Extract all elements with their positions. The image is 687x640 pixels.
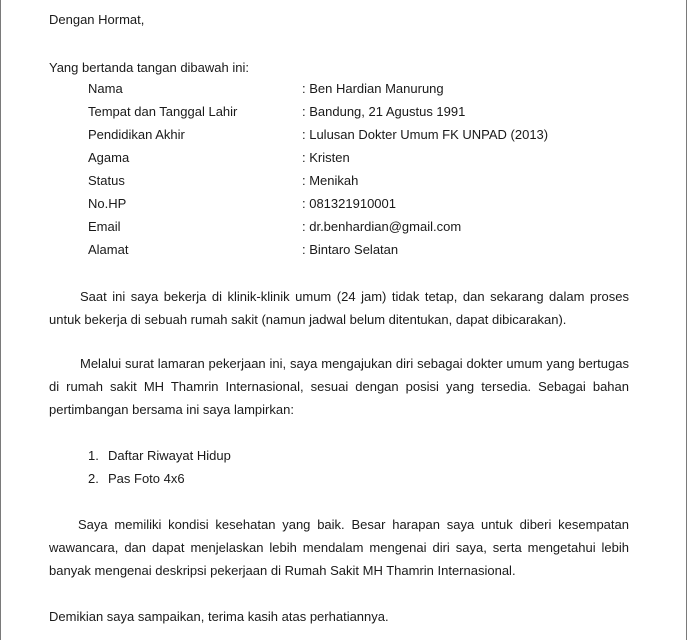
paragraph-2-line-2: di rumah sakit MH Thamrin Internasional, sesuai dengan posisi yang tersedia. Sebagai bahan — [49, 379, 629, 394]
paragraph-2-line-1: Melalui surat lamaran pekerjaan ini, saya mengajukan diri sebagai dokter umum yang bertugas — [80, 356, 629, 371]
field-value-alamat: : Bintaro Selatan — [302, 242, 399, 257]
attachment-number: 2. — [88, 471, 99, 486]
field-value-ttl: : Bandung, 21 Agustus 1991 — [302, 104, 466, 119]
field-value-nama: : Ben Hardian Manurung — [302, 81, 444, 96]
attachment-item: Pas Foto 4x6 — [108, 471, 185, 486]
paragraph-2-line-3: pertimbangan bersama ini saya lampirkan: — [49, 402, 294, 417]
paragraph-1-line-1: Saat ini saya bekerja di klinik-klinik umum (24 jam) tidak tetap, dan sekarang dalam proses — [80, 289, 629, 304]
intro-line: Yang bertanda tangan dibawah ini: — [49, 60, 249, 75]
attachment-item: Daftar Riwayat Hidup — [108, 448, 231, 463]
field-value-nohp: : 081321910001 — [302, 196, 396, 211]
paragraph-1-line-2: untuk bekerja di sebuah rumah sakit (namun jadwal belum ditentukan, dapat dibicarakan). — [49, 312, 567, 327]
field-label-agama: Agama — [88, 150, 130, 165]
field-value-agama: : Kristen — [302, 150, 350, 165]
field-value-email: : dr.benhardian@gmail.com — [302, 219, 462, 234]
salutation: Dengan Hormat, — [49, 12, 145, 27]
field-value-pendidikan: : Lulusan Dokter Umum FK UNPAD (2013) — [302, 127, 549, 142]
paragraph-3-line-2: wawancara, dan dapat menjelaskan lebih mendalam mengenai diri saya, serta mengetahui lebih — [49, 540, 629, 555]
field-label-email: Email — [88, 219, 121, 234]
paragraph-3-line-1: Saya memiliki kondisi kesehatan yang baik. Besar harapan saya untuk diberi kesempatan — [78, 517, 629, 532]
field-label-ttl: Tempat dan Tanggal Lahir — [88, 104, 238, 119]
attachment-number: 1. — [88, 448, 99, 463]
field-value-status: : Menikah — [302, 173, 359, 188]
field-label-alamat: Alamat — [88, 242, 129, 257]
field-label-nama: Nama — [88, 81, 123, 96]
closing-line: Demikian saya sampaikan, terima kasih atas perhatiannya. — [49, 609, 389, 624]
field-label-nohp: No.HP — [88, 196, 127, 211]
field-label-pendidikan: Pendidikan Akhir — [88, 127, 185, 142]
field-label-status: Status — [88, 173, 125, 188]
paragraph-3-line-3: banyak mengenai deskripsi pekerjaan di Rumah Sakit MH Thamrin Internasional. — [49, 563, 516, 578]
